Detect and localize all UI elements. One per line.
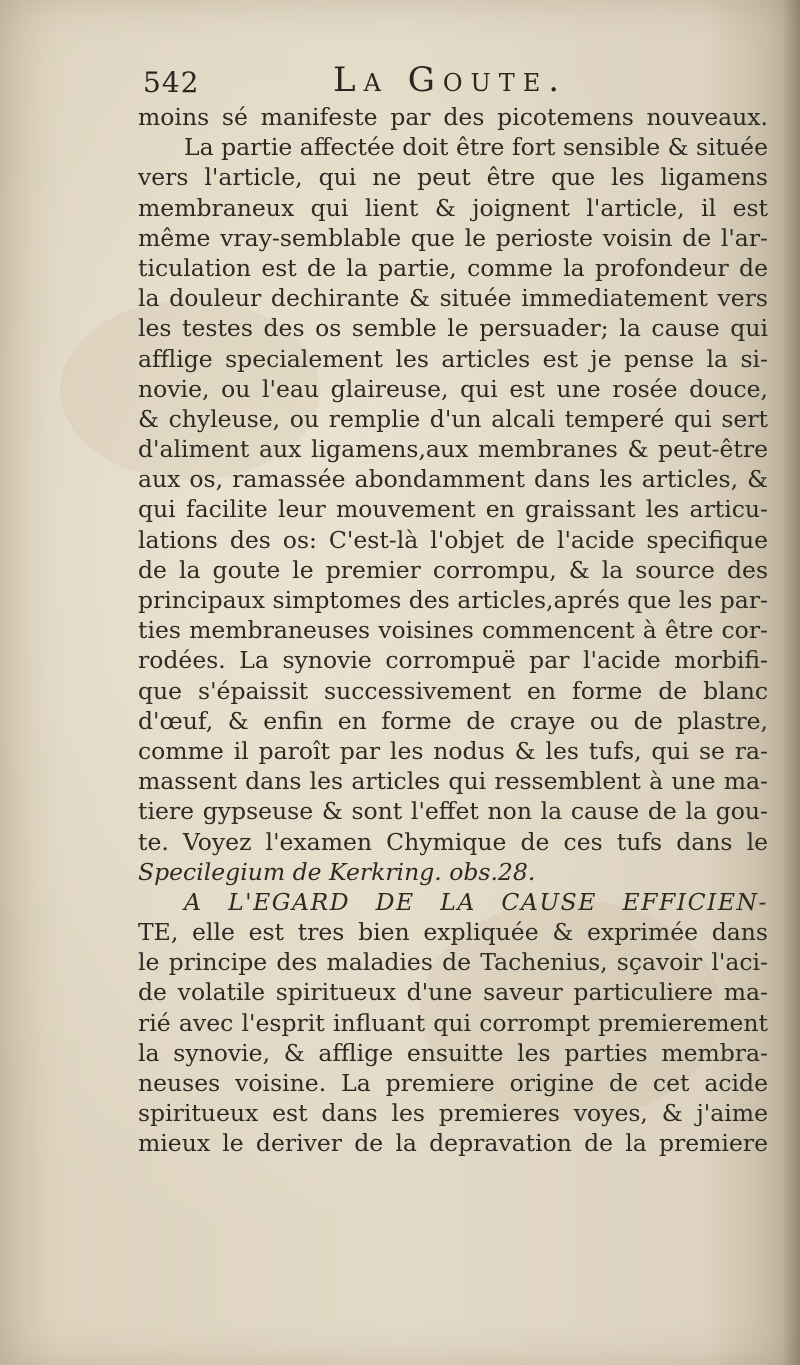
text-line: te. Voyez l'examen Chymique de ces tufs dans le xyxy=(138,827,768,856)
body-text xyxy=(138,102,768,1159)
text-line: d'œuf, & enfin en forme de craye ou de plastre, xyxy=(138,706,768,735)
text-line: la douleur dechirante & située immediatement vers xyxy=(138,284,768,313)
text-line: d'aliment aux ligamens,aux membranes & peut-être xyxy=(138,435,768,464)
text-line: aux os, ramassée abondamment dans les articles, & xyxy=(138,465,768,494)
text-line: tiere gypseuse & sont l'effet non la cause de la gou- xyxy=(138,797,768,826)
text-line: les testes des os semble le persuader; la cause qui xyxy=(138,314,768,343)
text-line: ticulation est de la partie, comme la profondeur de xyxy=(138,253,768,282)
text-line: & chyleuse, ou remplie d'un alcali temperé qui sert xyxy=(138,404,768,433)
text-line: ties membraneuses voisines commencent à être cor- xyxy=(138,616,768,645)
text-line: principaux simptomes des articles,aprés que les par- xyxy=(138,586,768,614)
text-line: neuses voisine. La premiere origine de cet acide xyxy=(138,1069,768,1097)
text-line: novie, ou l'eau glaireuse, qui est une rosée douce, xyxy=(138,374,768,403)
text-line: afflige specialement les articles est je pense la si- xyxy=(138,344,768,373)
page-gutter-shadow xyxy=(782,0,800,1365)
text-line: spiritueux est dans les premieres voyes, & j'aime xyxy=(138,1099,768,1128)
text-line: vers l'article, qui ne peut être que les ligamens xyxy=(138,163,768,192)
text-line: membraneux qui lient & joignent l'article, il est xyxy=(138,193,768,222)
text-line: le principe des maladies de Tachenius, sçavoir l'aci- xyxy=(138,948,768,977)
text-line: comme il paroît par les nodus & les tufs, qui se ra- xyxy=(138,736,768,765)
text-line: qui facilite leur mouvement en graissant les articu- xyxy=(138,495,768,524)
text-line: même vray-semblable que le perioste voisin de l'ar- xyxy=(138,223,768,252)
text-line: rié avec l'esprit influant qui corrompt premierement xyxy=(138,1008,768,1037)
text-line: La partie affectée doit être fort sensible & située xyxy=(184,133,768,162)
text-line: la synovie, & afflige ensuitte les parties membra- xyxy=(138,1038,768,1067)
text-line: massent dans les articles qui ressemblent à une ma- xyxy=(138,767,768,796)
section-heading: A L'EGARD DE LA CAUSE EFFICIEN- xyxy=(184,887,768,916)
text-line: moins sé manifeste par des picotemens nouveaux. xyxy=(138,103,768,131)
text-line: que s'épaissit successivement en forme de blanc xyxy=(138,676,768,705)
text-line: rodées. La synovie corrompuë par l'acide morbifi- xyxy=(138,646,768,675)
text-line: de volatile spiritueux d'une saveur particuliere ma- xyxy=(138,978,768,1007)
page-number: 542 xyxy=(143,66,200,99)
text-line: de la goute le premier corrompu, & la source des xyxy=(138,555,768,584)
text-line: TE, elle est tres bien expliquée & exprimée dans xyxy=(138,918,768,947)
text-line: mieux le deriver de la depravation de la premiere xyxy=(138,1129,768,1158)
citation-line: Specilegium de Kerkring. obs.28. xyxy=(138,857,536,886)
running-title: La Goute. xyxy=(333,60,568,100)
text-line: lations des os: C'est-là l'objet de l'acide specifique xyxy=(138,525,768,554)
